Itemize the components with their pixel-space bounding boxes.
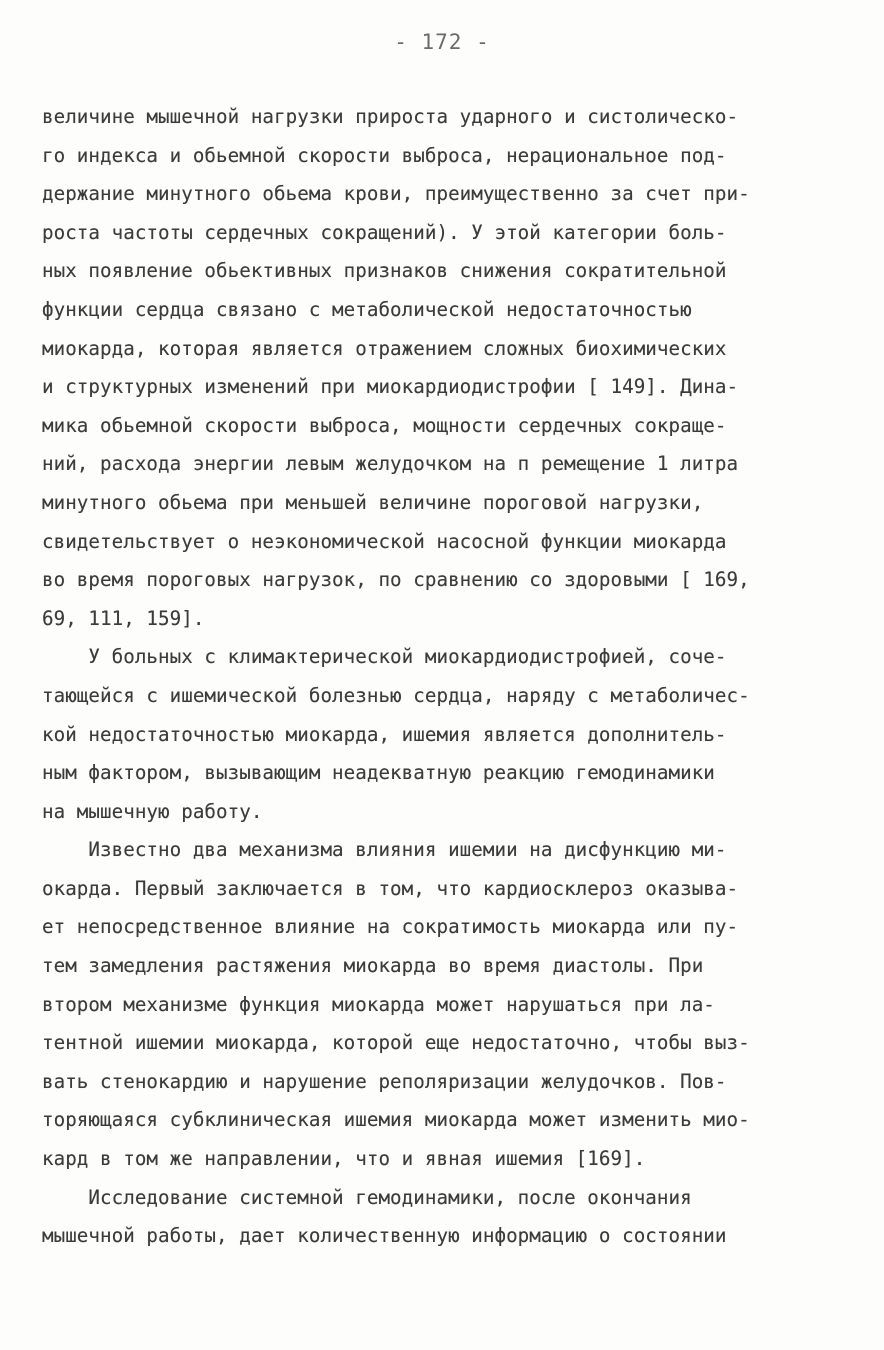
text-line: держание минутного обьема крови, преимущественно за счет при- (42, 182, 750, 206)
text-line: торяющаяся субклиническая ишемия миокарда может изменить мио- (42, 1108, 750, 1132)
text-line: ных появление обьективных признаков снижения сократительной (42, 259, 727, 283)
text-line: минутного обьема при меньшей величине пороговой нагрузки, (42, 490, 704, 514)
text-line: функции сердца связано с метаболической недостаточностью (42, 297, 692, 321)
text-line: на мышечную работу. (42, 799, 263, 823)
text-line: ний, расхода энергии левым желудочком на п ремещение 1 литра (42, 452, 739, 476)
text-line: миокарда, которая является отражением сложных биохимических (42, 336, 727, 360)
text-line: 69, 111, 159]. (42, 606, 205, 630)
text-line: мика обьемной скорости выброса, мощности сердечных сокраще- (42, 413, 727, 437)
text-line: тающейся с ишемической болезнью сердца, наряду с метаболичес- (42, 683, 750, 707)
text-line: окарда. Первый заключается в том, что кардиосклероз оказыва- (42, 876, 739, 900)
page-number: - 172 - (394, 30, 490, 54)
text-line: кард в том же направлении, что и явная ишемия [169]. (42, 1147, 646, 1171)
text-line: кой недостаточностью миокарда, ишемия является дополнитель- (42, 722, 727, 746)
text-line: Известно два механизма влияния ишемии на дисфункцию ми- (42, 838, 727, 862)
text-line: го индекса и обьемной скорости выброса, нерациональное под- (42, 143, 727, 167)
text-line: роста частоты сердечных сокращений). У этой категории боль- (42, 220, 727, 244)
text-line: величине мышечной нагрузки прироста ударного и систолическо- (42, 105, 739, 128)
text-line: ет непосредственное влияние на сократимость миокарда или пу- (42, 915, 739, 939)
text-line: и структурных изменений при миокардиодистрофии [ 149]. Дина- (42, 375, 739, 399)
text-line: мышечной работы, дает количественную информацию о состоянии (42, 1224, 727, 1248)
text-line: У больных с климактерической миокардиодистрофией, соче- (42, 645, 727, 669)
text-line: тем замедления растяжения миокарда во время диастолы. При (42, 954, 704, 978)
text-line: Исследование системной гемодинамики, после окончания (42, 1185, 692, 1209)
text-line: тентной ишемии миокарда, которой еще недостаточно, чтобы выз- (42, 1031, 750, 1055)
text-line: ным фактором, вызывающим неадекватную реакцию гемодинамики (42, 761, 715, 785)
text-line: во время пороговых нагрузок, по сравнению со здоровыми [ 169, (42, 568, 750, 592)
text-line: вать стенокардию и нарушение реполяризации желудочков. Пов- (42, 1069, 727, 1093)
text-line: свидетельствует о неэкономической насосной функции миокарда (42, 529, 727, 553)
text-line: втором механизме функция миокарда может нарушаться при ла- (42, 992, 715, 1016)
body-text (42, 98, 852, 1256)
